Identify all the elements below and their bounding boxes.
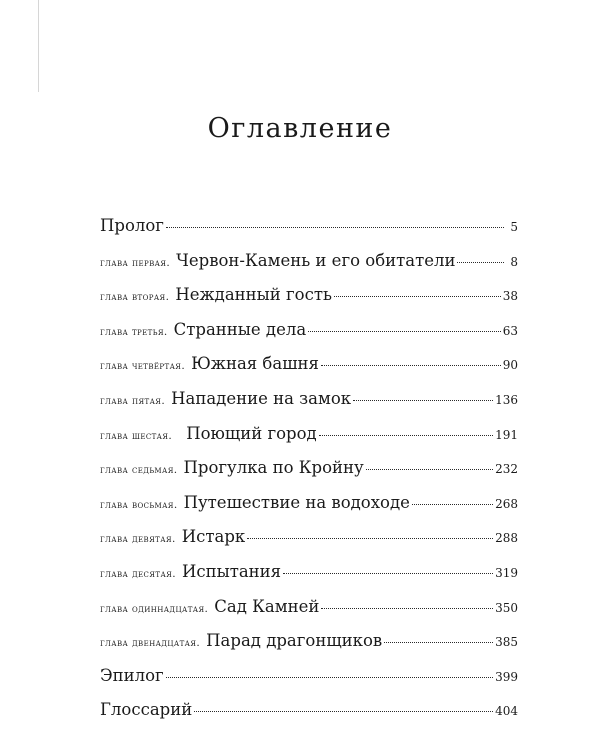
toc-entry-chapter-11[interactable] <box>100 597 518 632</box>
dot-leader <box>321 608 493 609</box>
entry-title: Глоссарий <box>100 700 193 720</box>
dot-leader <box>319 435 493 436</box>
chapter-label: глава одиннадцатая. <box>100 602 209 615</box>
chapter-label: глава пятая. <box>100 394 166 407</box>
page-number: 288 <box>495 531 518 546</box>
page-number: 399 <box>495 669 518 684</box>
page-number: 63 <box>502 323 518 338</box>
page-number: 319 <box>495 565 518 580</box>
page-title: Оглавление <box>207 113 393 144</box>
dot-leader <box>353 400 493 401</box>
entry-title: Путешествие на водоходе <box>183 492 410 512</box>
toc-entry-glossary[interactable] <box>100 700 518 735</box>
dot-leader <box>366 469 493 470</box>
chapter-label: глава двенадцатая. <box>100 637 201 650</box>
entry-title: Нападение на замок <box>171 388 352 408</box>
page-number: 385 <box>495 635 518 650</box>
chapter-label: глава седьмая. <box>100 464 178 477</box>
entry-title: Прогулка по Кройну <box>183 458 364 478</box>
dot-leader <box>321 365 501 366</box>
entry-title: Поющий город <box>186 423 317 443</box>
page-number: 38 <box>502 289 518 304</box>
page-number: 191 <box>495 427 518 442</box>
page-number: 136 <box>495 392 518 407</box>
entry-title: Странные дела <box>173 319 307 339</box>
toc-entry-chapter-4[interactable] <box>100 354 518 389</box>
toc-entry-chapter-10[interactable] <box>100 562 518 597</box>
entry-title: Пролог <box>100 216 164 235</box>
page-number: 268 <box>495 496 518 511</box>
entry-title: Истарк <box>181 527 246 547</box>
toc-entry-chapter-9[interactable] <box>100 527 518 562</box>
entry-title: Южная башня <box>191 354 319 374</box>
entry-title: Сад Камней <box>214 596 320 616</box>
toc-entry-chapter-3[interactable] <box>100 320 518 355</box>
chapter-label: глава третья. <box>100 325 168 338</box>
chapter-label: глава десятая. <box>100 567 176 580</box>
dot-leader <box>166 677 493 678</box>
table-of-contents <box>100 216 518 735</box>
page-number: 8 <box>510 254 518 269</box>
entry-title: Червон-Камень и его обитатели <box>176 250 456 270</box>
toc-entry-chapter-2[interactable] <box>100 285 518 320</box>
chapter-label: глава первая. <box>100 256 171 269</box>
chapter-label: глава девятая. <box>100 533 176 546</box>
entry-title: Нежданный гость <box>175 285 332 305</box>
chapter-label: глава вторая. <box>100 291 170 304</box>
dot-leader <box>283 573 493 574</box>
entry-title: Эпилог <box>100 665 164 685</box>
dot-leader <box>384 642 493 643</box>
page-number: 5 <box>510 220 518 234</box>
page-edge-rule <box>38 0 39 92</box>
toc-entry-chapter-5[interactable] <box>100 389 518 424</box>
dot-leader <box>194 711 493 712</box>
entry-title: Испытания <box>181 561 282 581</box>
page-number: 350 <box>495 600 518 615</box>
toc-entry-chapter-8[interactable] <box>100 493 518 528</box>
dot-leader <box>308 331 501 332</box>
toc-entry-chapter-12[interactable] <box>100 631 518 666</box>
dot-leader <box>412 504 493 505</box>
page-number: 404 <box>495 704 518 719</box>
chapter-label: глава восьмая. <box>100 498 178 511</box>
page-number: 90 <box>502 358 518 373</box>
toc-entry-prologue[interactable] <box>100 216 518 251</box>
dot-leader <box>166 227 504 228</box>
chapter-label: глава шестая. <box>100 429 173 442</box>
chapter-label: глава четвёртая. <box>100 360 186 373</box>
dot-leader <box>247 538 493 539</box>
dot-leader <box>334 296 501 297</box>
toc-entry-chapter-7[interactable] <box>100 458 518 493</box>
toc-entry-chapter-1[interactable] <box>100 251 518 286</box>
page-number: 232 <box>495 462 518 477</box>
entry-title: Парад драгонщиков <box>206 631 383 651</box>
toc-entry-epilogue[interactable] <box>100 666 518 701</box>
dot-leader <box>457 262 504 263</box>
toc-entry-chapter-6[interactable] <box>100 424 518 459</box>
